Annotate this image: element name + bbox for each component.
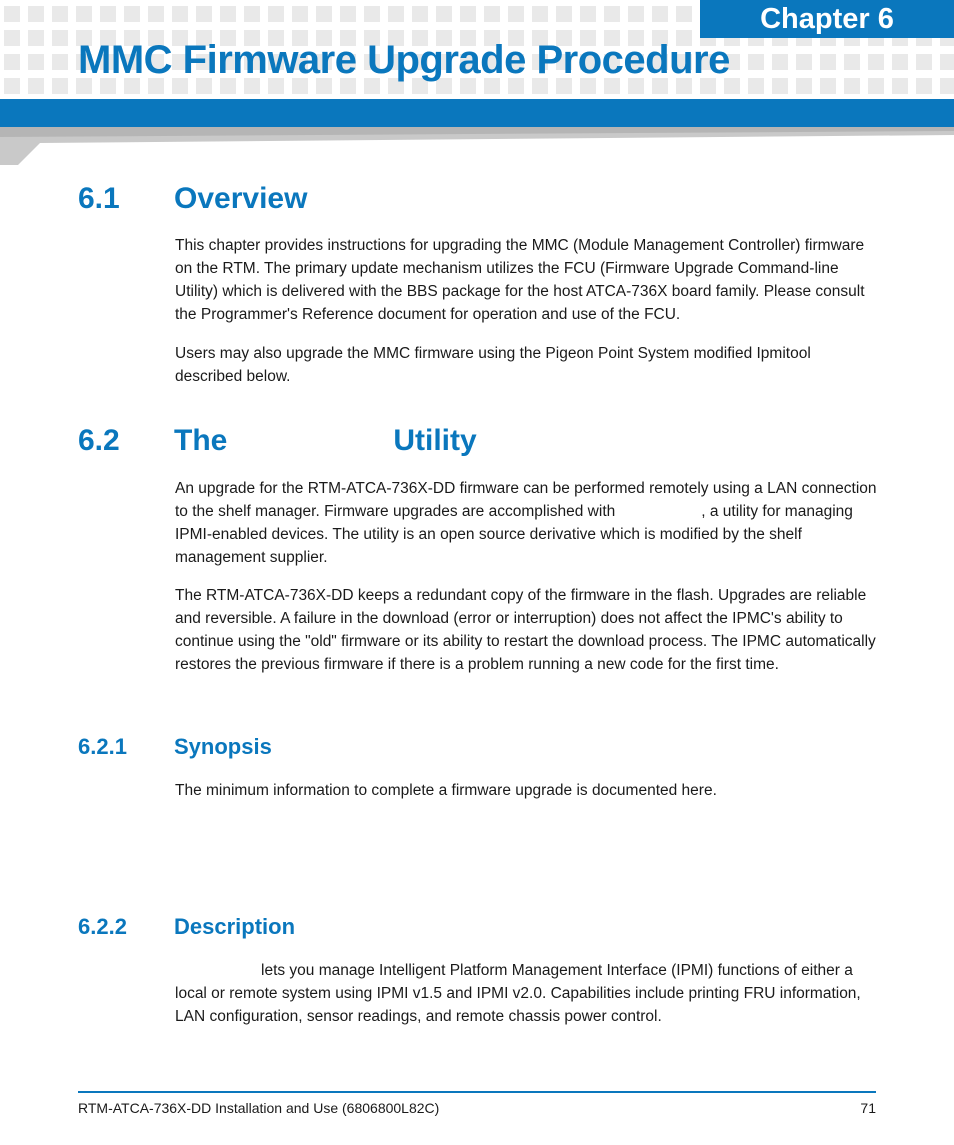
section-title: Synopsis [174,734,272,759]
footer-document-title: RTM-ATCA-736X-DD Installation and Use (6806800L82C) [78,1100,440,1116]
section-number: 6.1 [78,182,120,215]
utility-paragraph-1 [175,477,877,569]
chapter-label-tab [700,0,954,38]
chapter-header [0,0,954,165]
header-blue-band [0,99,954,127]
section-number: 6.2.2 [78,914,127,939]
footer-rule [78,1091,876,1093]
footer-page-number: 71 [860,1100,876,1116]
description-paragraph [175,959,877,1028]
section-title-part-a: The [174,424,228,457]
header-gray-swoosh [0,127,954,165]
overview-paragraph-1: This chapter provides instructions for upgrading the MMC (Module Management Controller) firmware on the RTM. The primary update mechanism utilizes the FCU (Firmware Upgrade Command-line Utility) which is delivered with the BBS package for the host ATCA-736X board family. Please consult the Programmer's Reference document for operation and use of the FCU. [175,237,865,323]
section-number: 6.2.1 [78,734,127,759]
utility-paragraph-1-a: An upgrade for the RTM-ATCA-736X-DD firmware can be performed remotely using a LAN connection to the shelf manager. Firmware upgrades are accomplished with [175,480,877,520]
chapter-title: MMC Firmware Upgrade Procedure [78,38,730,82]
section-title [174,424,477,458]
chapter-label: Chapter 6 [760,3,894,35]
section-number: 6.2 [78,424,120,457]
description-paragraph-text: lets you manage Intelligent Platform Management Interface (IPMI) functions of either a local or remote system using IPMI v1.5 and IPMI v2.0. Capabilities include printing FRU information, LAN configuration, sensor readings, and remote chassis power control. [175,962,861,1025]
section-title: Overview [174,182,308,215]
synopsis-paragraph: The minimum information to complete a firmware upgrade is documented here. [175,782,717,799]
section-title: Description [174,914,296,939]
utility-paragraph-1-b: , a utility for managing IPMI-enabled devices. The utility is an open source derivative which is modified by the shelf management supplier. [175,503,853,566]
overview-paragraph-2: Users may also upgrade the MMC firmware using the Pigeon Point System modified Ipmitool described below. [175,345,811,385]
utility-paragraph-2: The RTM-ATCA-736X-DD keeps a redundant copy of the firmware in the flash. Upgrades are reliable and reversible. A failure in the download (error or interruption) does not affect the IPMC's ability to continue using the "old" firmware or its ability to restart the download process. The IPMC automatically restores the previous firmware if there is a problem running a new code for the first time. [175,587,876,673]
section-title-part-b: Utility [393,424,477,457]
